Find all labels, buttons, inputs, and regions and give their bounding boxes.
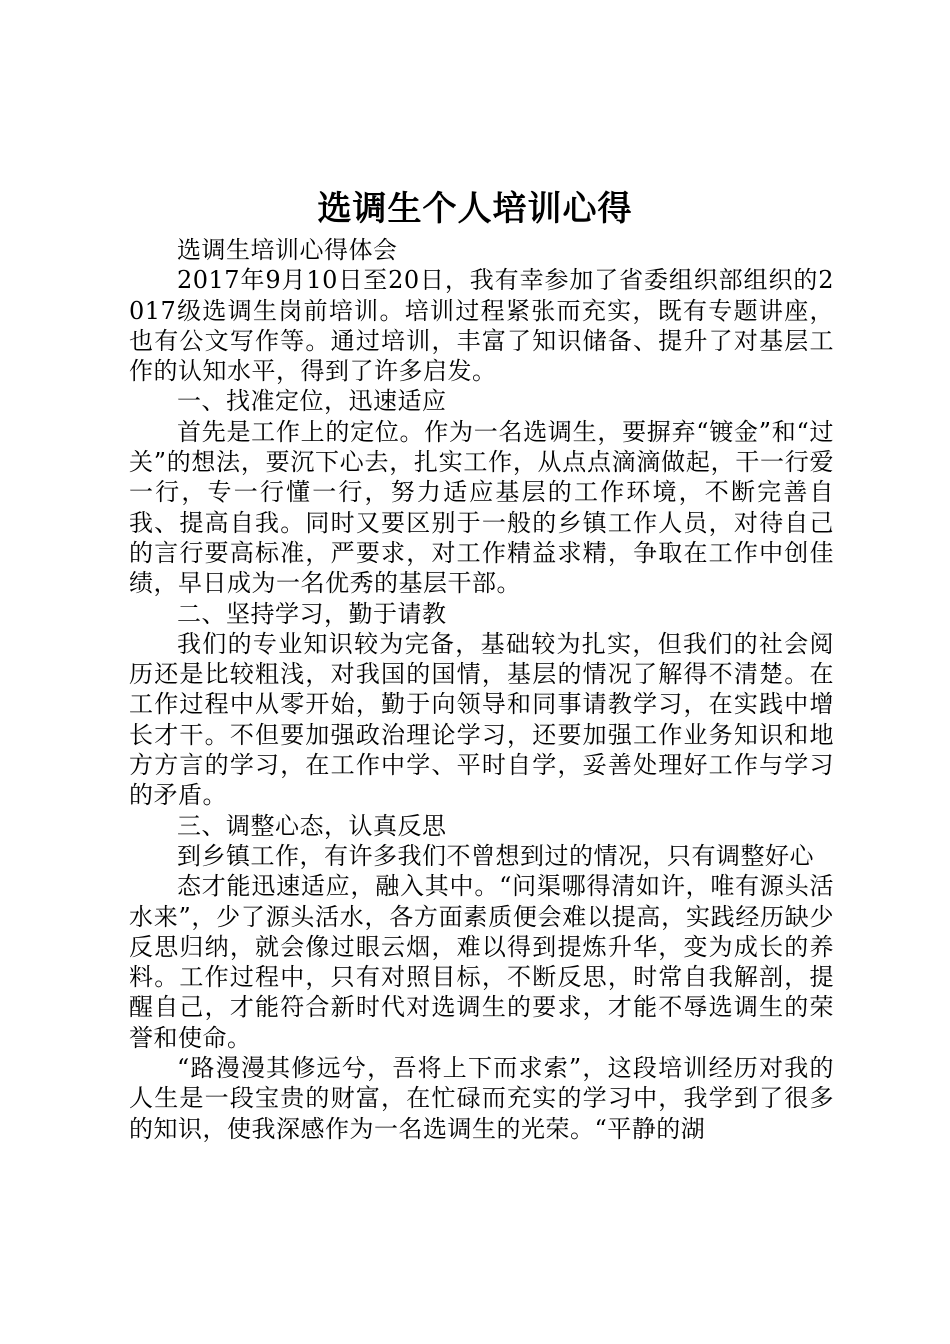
paragraph-section-3a: 到乡镇工作，有许多我们不曾想到过的情况，只有调整好心 <box>177 841 814 870</box>
paragraph-section-1: 首先是工作上的定位。作为一名选调生，要摒弃“镀金”和“过关”的想法，要沉下心去，扎实工作，从点点滴滴做起，干一行爱一行，专一行懂一行，努力适应基层的工作环境，不断完善自我、提高自我。同时又要区别于一般的乡镇工作人员，对待自己的言行要高标准，严要求，对工作精益求精，争取在工作中创佳绩，早日成为一名优秀的基层干部。 <box>129 417 834 598</box>
section-heading-2: 二、坚持学习，勤于请教 <box>177 599 447 628</box>
paragraph-subtitle: 选调生培训心得体会 <box>177 236 398 264</box>
paragraph-section-2: 我们的专业知识较为完备，基础较为扎实，但我们的社会阅历还是比较粗浅，对我国的国情，基层的情况了解得不清楚。在工作过程中从零开始，勤于向领导和同事请教学习，在实践中增长才干。不但要加强政治理论学习，还要加强工作业务知识和地方方言的学习，在工作中学、平时自学，妥善处理好工作与学习的矛盾。 <box>129 629 834 810</box>
section-heading-3: 三、调整心态，认真反思 <box>177 811 447 840</box>
paragraph-section-3b: 态才能迅速适应，融入其中。“问渠哪得清如许，唯有源头活水来”，少了源头活水，各方面素质便会难以提高，实践经历缺少反思归纳，就会像过眼云烟，难以得到提炼升华，变为成长的养料。工作过程中，只有对照目标，不断反思，时常自我解剖，提醒自己，才能符合新时代对选调生的要求，才能不辱选调生的荣誉和使命。 <box>129 872 834 1052</box>
document-title: 选调生个人培训心得 <box>317 189 633 229</box>
document-body <box>129 235 834 1144</box>
section-heading-1: 一、找准定位，迅速适应 <box>177 387 447 416</box>
paragraph-conclusion: “路漫漫其修远兮，吾将上下而求索”，这段培训经历对我的人生是一段宝贵的财富，在忙碌而充实的学习中，我学到了很多的知识，使我深感作为一名选调生的光荣。“平静的湖 <box>129 1054 834 1143</box>
paragraph-intro: 2017年9月10日至20日，我有幸参加了省委组织部组织的2017级选调生岗前培训。培训过程紧张而充实，既有专题讲座，也有公文写作等。通过培训，丰富了知识储备、提升了对基层工作的认知水平，得到了许多启发。 <box>129 266 834 386</box>
